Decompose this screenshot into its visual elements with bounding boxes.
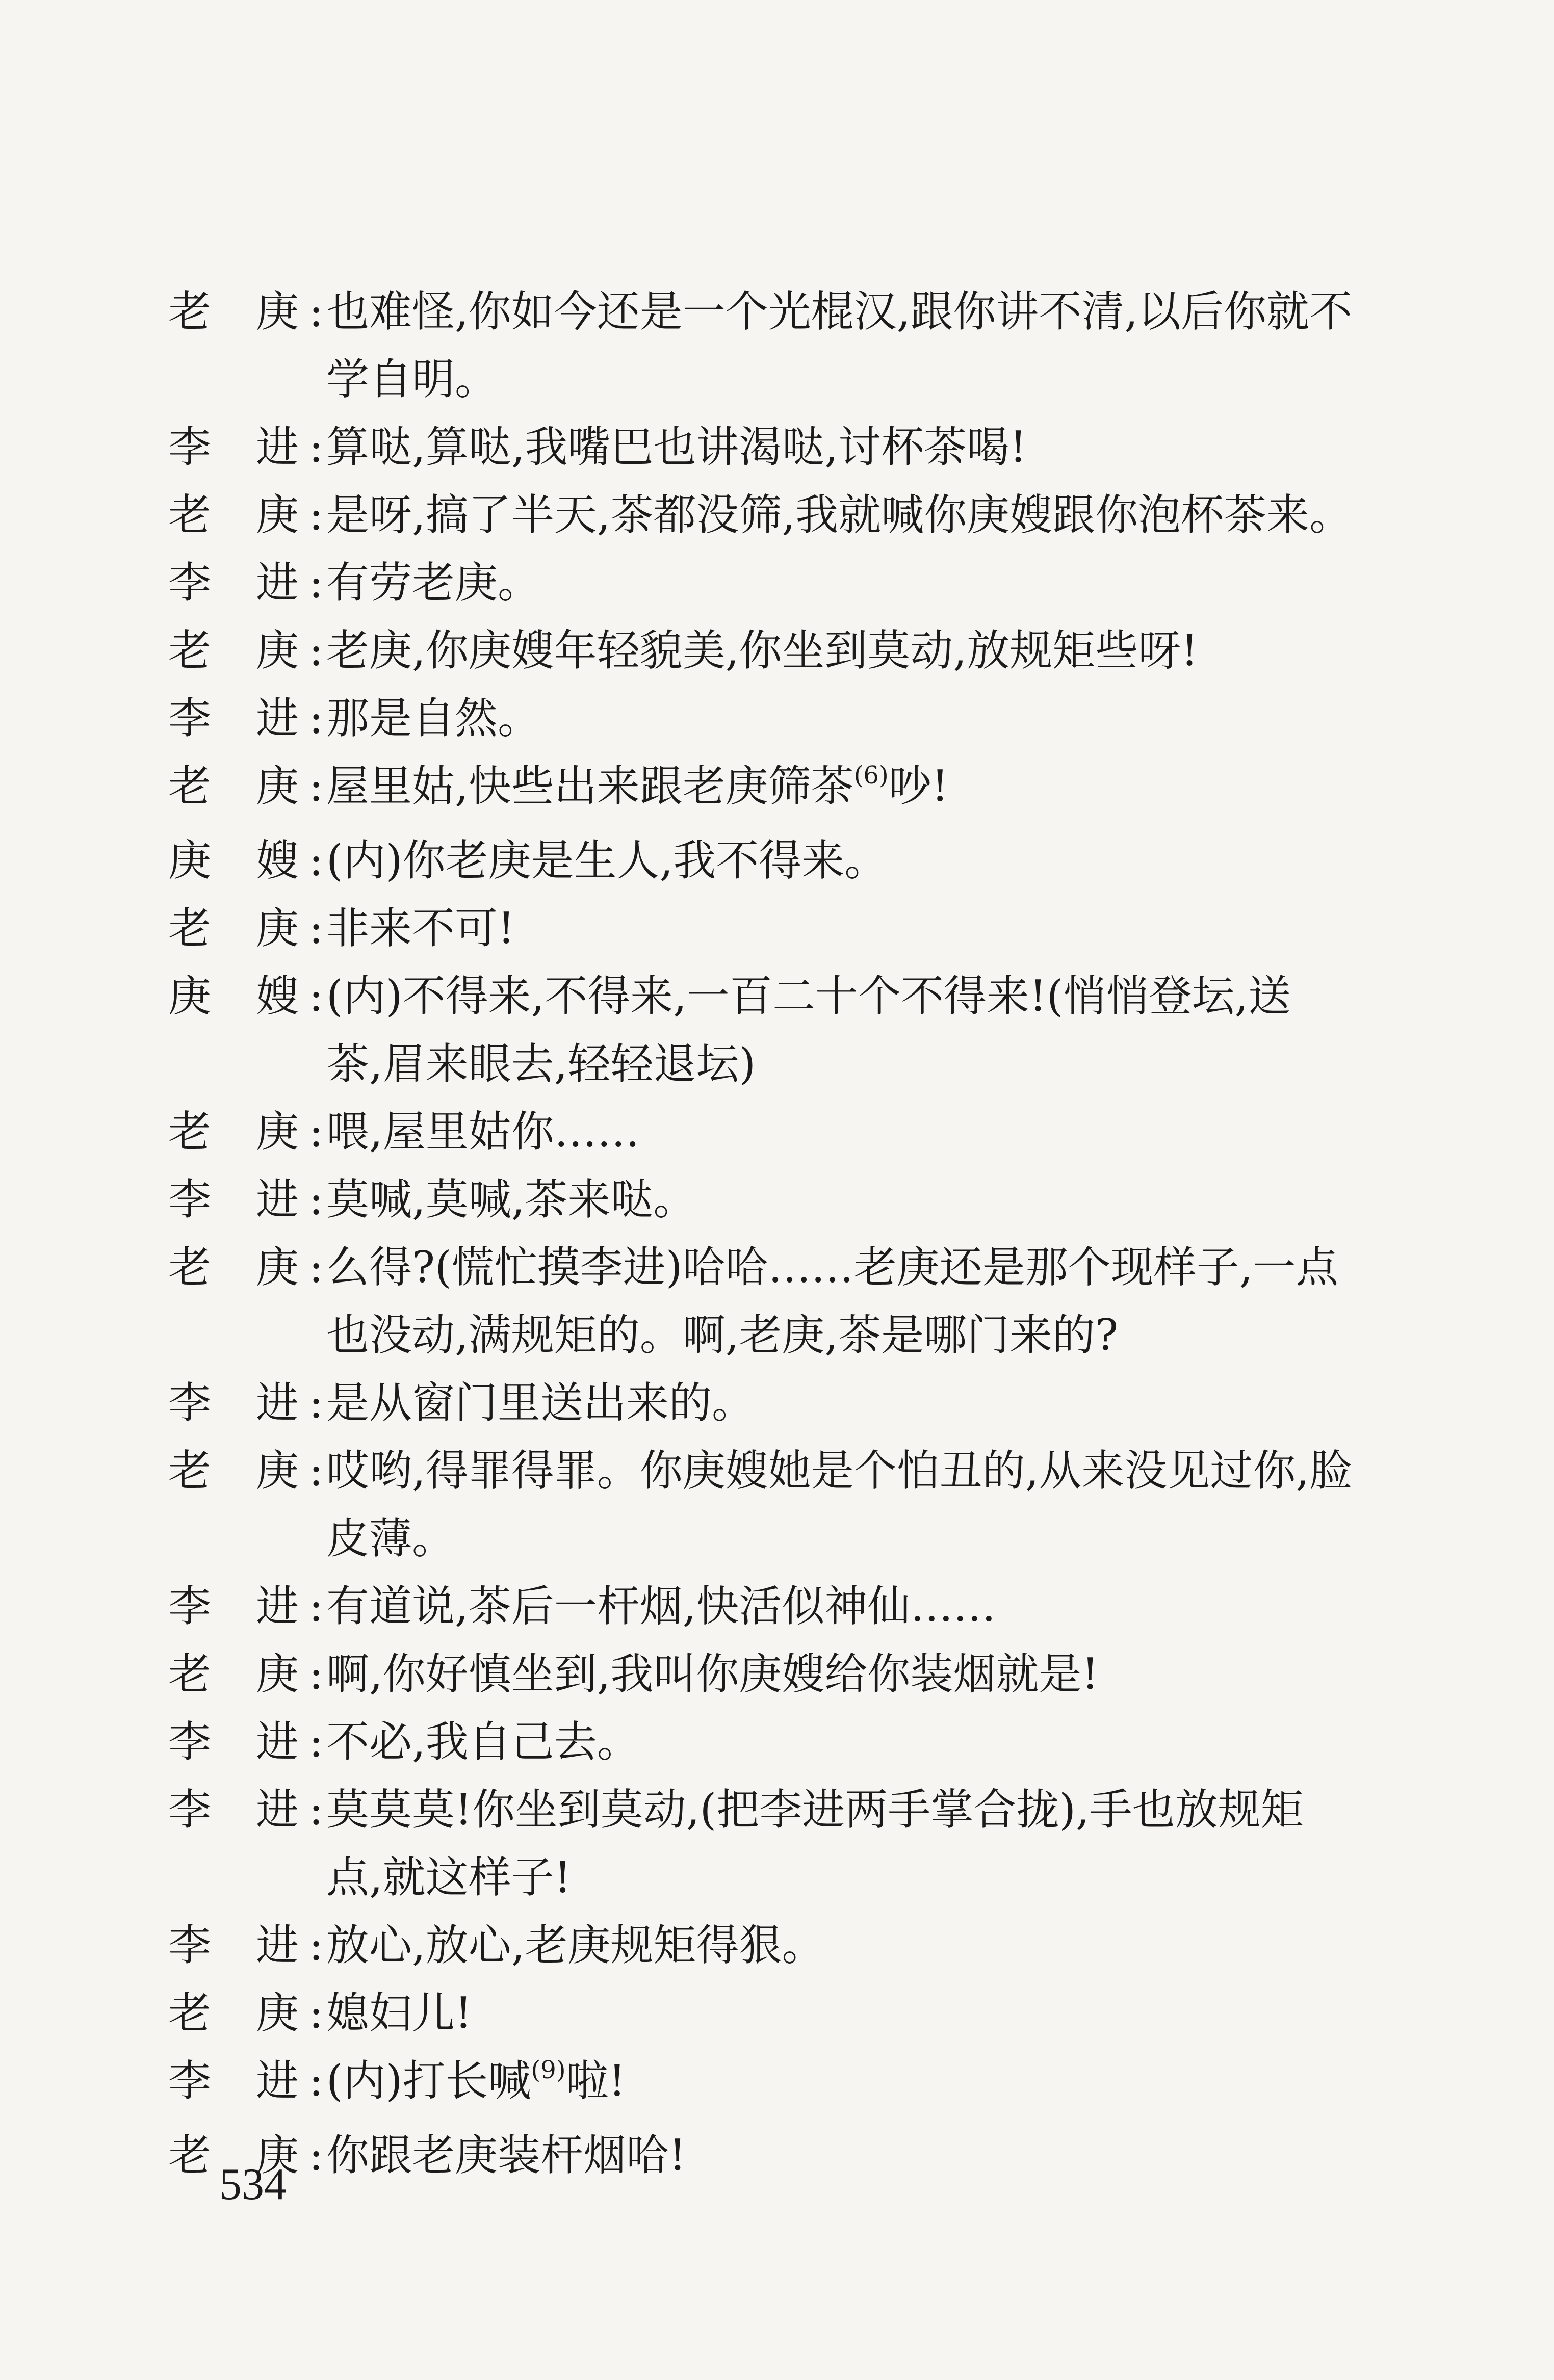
dialogue-text-main: 是呀,搞了半天,茶都没筛,我就喊你庚嫂跟你泡杯茶来。	[326, 490, 1353, 540]
speaker-colon: :	[308, 1174, 324, 1224]
dialogue-line	[168, 1640, 1402, 1708]
dialogue-text	[326, 1234, 1402, 1301]
dialogue-text-main: (内)不得来,不得来,一百二十个不得来!(悄悄登坛,送	[326, 971, 1291, 1021]
speaker-char: 嫂	[255, 835, 299, 885]
speaker-colon: :	[308, 1107, 324, 1157]
speaker-name	[168, 895, 306, 962]
dialogue-text	[326, 1369, 1402, 1437]
speaker-colon: :	[308, 693, 324, 743]
dialogue-line	[168, 1776, 1402, 1844]
dialogue-line	[168, 752, 1402, 827]
speaker-char: 庚	[255, 286, 299, 336]
dialogue-text-main: 屋里姑,快些出来跟老庚筛茶	[326, 761, 854, 811]
speaker-colon: :	[308, 2056, 324, 2106]
dialogue-line	[168, 1234, 1402, 1301]
dialogue-line	[168, 481, 1402, 549]
dialogue-text-main: (内)打长喊	[326, 2056, 531, 2106]
speaker-colon: :	[308, 1446, 324, 1496]
dialogue-text-main: 是从窗门里送出来的。	[326, 1378, 755, 1428]
speaker-char: 进	[255, 422, 299, 472]
speaker-char: 老	[168, 1107, 212, 1157]
dialogue-text	[326, 278, 1402, 346]
speaker-colon: :	[308, 490, 324, 540]
speaker-char: 庚	[255, 1242, 299, 1292]
speaker-char: 进	[255, 693, 299, 743]
dialogue-text	[326, 1912, 1402, 1979]
speaker-name	[168, 278, 306, 346]
speaker-name	[168, 1979, 306, 2047]
speaker-char: 进	[255, 1920, 299, 1970]
dialogue-text-main: 有劳老庚。	[326, 558, 541, 608]
speaker-char: 李	[168, 1581, 212, 1631]
dialogue-line	[168, 1912, 1402, 1979]
dialogue-line	[168, 962, 1402, 1030]
speaker-char: 李	[168, 693, 212, 743]
speaker-char: 庚	[255, 490, 299, 540]
dialogue-text	[326, 1166, 1402, 1234]
speaker-colon: :	[308, 286, 324, 336]
speaker-char: 庚	[255, 2130, 299, 2180]
dialogue-text-main: 莫喊,莫喊,茶来哒。	[326, 1174, 696, 1224]
dialogue-text-main: 媳妇儿!	[326, 1988, 472, 2038]
speaker-char: 老	[168, 1988, 212, 2038]
dialogue-text-main: 么得?(慌忙摸李进)哈哈……老庚还是那个现样子,一点	[326, 1242, 1339, 1292]
speaker-char: 嫂	[255, 971, 299, 1021]
dialogue-line	[168, 278, 1402, 346]
dialogue-text	[326, 1979, 1402, 2047]
speaker-colon: :	[308, 1785, 324, 1835]
speaker-char: 李	[168, 2056, 212, 2106]
speaker-char: 老	[168, 490, 212, 540]
speaker-name	[168, 481, 306, 549]
speaker-colon: :	[308, 761, 324, 811]
dialogue-text-main: 不必,我自己去。	[326, 1717, 640, 1767]
dialogue-line	[168, 1573, 1402, 1640]
speaker-colon: :	[308, 1378, 324, 1428]
speaker-char: 李	[168, 1920, 212, 1970]
dialogue-text	[326, 1437, 1402, 1505]
speaker-name	[168, 1912, 306, 1979]
speaker-colon: :	[308, 1988, 324, 2038]
dialogue-text	[326, 962, 1402, 1030]
dialogue-text	[326, 685, 1402, 752]
speaker-name	[168, 685, 306, 752]
dialogue-text-main: 哎哟,得罪得罪。你庚嫂她是个怕丑的,从来没见过你,脸	[326, 1446, 1353, 1496]
speaker-char: 庚	[255, 1446, 299, 1496]
speaker-name	[168, 1437, 306, 1505]
speaker-colon: :	[308, 422, 324, 472]
dialogue-text-main: (内)你老庚是生人,我不得来。	[326, 835, 888, 885]
speaker-name	[168, 617, 306, 685]
speaker-char: 李	[168, 558, 212, 608]
dialogue-text-after: 啦!	[565, 2056, 626, 2106]
dialogue-line	[168, 2047, 1402, 2122]
speaker-char: 李	[168, 1785, 212, 1835]
dialogue-text-main: 啊,你好慎坐到,我叫你庚嫂给你装烟就是!	[326, 1649, 1099, 1699]
speaker-char: 庚	[255, 1988, 299, 2038]
speaker-name	[168, 962, 306, 1030]
speaker-char: 李	[168, 1717, 212, 1767]
script-dialogue	[168, 278, 1402, 2189]
dialogue-text-main: 那是自然。	[326, 693, 541, 743]
speaker-colon: :	[308, 2130, 324, 2180]
speaker-colon: :	[308, 1920, 324, 1970]
dialogue-text-main: 非来不可!	[326, 903, 515, 953]
dialogue-line	[168, 1979, 1402, 2047]
dialogue-line	[168, 1437, 1402, 1505]
speaker-colon: :	[308, 971, 324, 1021]
speaker-char: 进	[255, 1174, 299, 1224]
dialogue-text	[326, 2047, 1402, 2122]
speaker-char: 老	[168, 286, 212, 336]
dialogue-text	[326, 1098, 1402, 1166]
speaker-char: 进	[255, 1378, 299, 1428]
speaker-char: 老	[168, 903, 212, 953]
dialogue-line	[168, 1098, 1402, 1166]
dialogue-line	[168, 549, 1402, 617]
speaker-char: 庚	[255, 903, 299, 953]
dialogue-continuation: 皮薄。	[326, 1513, 455, 1563]
dialogue-text	[326, 1708, 1402, 1776]
speaker-char: 庚	[255, 1107, 299, 1157]
speaker-colon: :	[308, 1649, 324, 1699]
speaker-name	[168, 1708, 306, 1776]
dialogue-text-main: 放心,放心,老庚规矩得狠。	[326, 1920, 825, 1970]
speaker-colon: :	[308, 625, 324, 675]
dialogue-continuation: 学自明。	[326, 354, 498, 404]
speaker-char: 进	[255, 1785, 299, 1835]
speaker-colon: :	[308, 1581, 324, 1631]
speaker-char: 老	[168, 2130, 212, 2180]
dialogue-line	[168, 685, 1402, 752]
dialogue-line	[168, 2122, 1402, 2189]
dialogue-line	[168, 827, 1402, 895]
dialogue-line	[168, 617, 1402, 685]
page-number: 534	[219, 2160, 287, 2209]
dialogue-continuation: 也没动,满规矩的。啊,老庚,茶是哪门来的?	[326, 1310, 1119, 1360]
dialogue-text-main: 你跟老庚装杆烟哈!	[326, 2130, 686, 2180]
speaker-name	[168, 827, 306, 895]
speaker-colon: :	[308, 903, 324, 953]
speaker-name	[168, 1573, 306, 1640]
dialogue-text	[326, 827, 1402, 895]
speaker-colon: :	[308, 1717, 324, 1767]
dialogue-line	[168, 1708, 1402, 1776]
speaker-colon: :	[308, 1242, 324, 1292]
speaker-char: 庚	[168, 835, 212, 885]
speaker-name	[168, 752, 306, 820]
speaker-char: 老	[168, 1242, 212, 1292]
speaker-char: 老	[168, 1649, 212, 1699]
dialogue-text	[326, 1573, 1402, 1640]
speaker-char: 庚	[255, 761, 299, 811]
dialogue-text-main: 算哒,算哒,我嘴巴也讲渴哒,讨杯茶喝!	[326, 422, 1027, 472]
speaker-name	[168, 1369, 306, 1437]
dialogue-continuation: 茶,眉来眼去,轻轻退坛)	[326, 1039, 756, 1089]
dialogue-text	[326, 1776, 1402, 1844]
speaker-char: 进	[255, 558, 299, 608]
dialogue-text	[326, 2122, 1402, 2189]
dialogue-text	[326, 481, 1402, 549]
speaker-name	[168, 413, 306, 481]
speaker-name	[168, 1776, 306, 1844]
dialogue-text	[326, 895, 1402, 962]
speaker-char: 老	[168, 1446, 212, 1496]
speaker-name	[168, 1098, 306, 1166]
speaker-char: 李	[168, 422, 212, 472]
speaker-colon: :	[308, 835, 324, 885]
dialogue-line	[168, 1369, 1402, 1437]
dialogue-text-main: 喂,屋里姑你……	[326, 1107, 640, 1157]
speaker-char: 李	[168, 1174, 212, 1224]
dialogue-text	[326, 752, 1402, 827]
speaker-name	[168, 1234, 306, 1301]
dialogue-text-main: 有道说,茶后一杆烟,快活似神仙……	[326, 1581, 996, 1631]
dialogue-text-after: 吵!	[888, 761, 949, 811]
speaker-char: 进	[255, 1717, 299, 1767]
speaker-colon: :	[308, 558, 324, 608]
dialogue-text	[326, 617, 1402, 685]
dialogue-line	[168, 1166, 1402, 1234]
speaker-char: 庚	[255, 625, 299, 675]
dialogue-line	[168, 413, 1402, 481]
speaker-char: 老	[168, 761, 212, 811]
dialogue-line	[168, 895, 1402, 962]
footnote-marker: (9)	[531, 2056, 566, 2084]
dialogue-text	[326, 549, 1402, 617]
speaker-char: 李	[168, 1378, 212, 1428]
dialogue-text	[326, 1640, 1402, 1708]
dialogue-text	[326, 413, 1402, 481]
speaker-char: 进	[255, 1581, 299, 1631]
speaker-char: 庚	[168, 971, 212, 1021]
dialogue-text-main: 老庚,你庚嫂年轻貌美,你坐到莫动,放规矩些呀!	[326, 625, 1198, 675]
speaker-name	[168, 2047, 306, 2115]
dialogue-text-main: 也难怪,你如今还是一个光棍汉,跟你讲不清,以后你就不	[326, 286, 1353, 336]
speaker-name	[168, 549, 306, 617]
speaker-char: 进	[255, 2056, 299, 2106]
footnote-marker: (6)	[853, 761, 889, 790]
dialogue-text-main: 莫莫莫!你坐到莫动,(把李进两手掌合拢),手也放规矩	[326, 1785, 1304, 1835]
speaker-name	[168, 1640, 306, 1708]
speaker-name	[168, 1166, 306, 1234]
speaker-char: 老	[168, 625, 212, 675]
speaker-char: 庚	[255, 1649, 299, 1699]
dialogue-continuation: 点,就这样子!	[326, 1852, 572, 1902]
